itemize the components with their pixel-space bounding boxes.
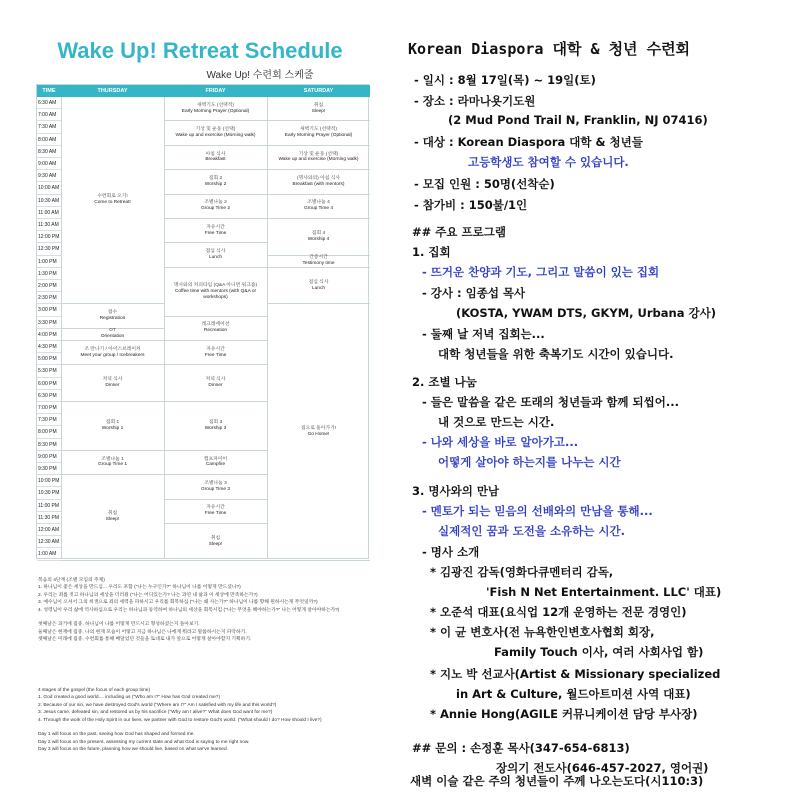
time-cell: 3:30 PM [37, 317, 61, 329]
info-line: 대학 청년들을 위한 축복기도 시간이 있습니다. [438, 347, 674, 361]
friday-event [164, 402, 267, 451]
info-line: 어떻게 살아야 하는지를 나누는 시간 [438, 455, 621, 469]
event-english: Sleep! [311, 108, 326, 114]
thursday-event [61, 475, 164, 560]
info-line: ## 문의 : 손정훈 목사(347-654-6813) [412, 741, 630, 755]
time-cell: 5:30 PM [37, 365, 61, 377]
event-korean: 자유시간 [206, 505, 225, 511]
time-cell: 12:00 PM [37, 231, 61, 243]
event-english: Worship 2 [204, 181, 227, 187]
time-cell: 2:30 PM [37, 292, 61, 304]
info-line: - 대상 : Korean Diaspora 대학 & 청년들 [414, 135, 643, 149]
note-line: 셋째날은 미래에 집중, 수련회를 통해 배달었던 것들을 토대로 내가 앞으로 어떻게 살아야할지 기획하기. [38, 636, 252, 642]
time-cell: 11:30 AM [37, 219, 61, 231]
event-english: Wake up and exercise (Morning walk) [175, 133, 256, 139]
schedule-table [36, 84, 369, 559]
time-cell: 10:30 AM [37, 195, 61, 207]
time-cell: 1:00 PM [37, 256, 61, 268]
friday-event [164, 268, 267, 317]
time-cell: 12:30 AM [37, 536, 61, 548]
info-line: * 오준석 대표(요식업 12개 운영하는 전문 경영인) [430, 605, 687, 619]
thursday-event [61, 329, 164, 341]
retreat-title: Korean Diaspora 대학 & 청년 수련회 [408, 40, 691, 58]
event-english: Orientation [100, 334, 125, 340]
time-cell: 9:30 PM [37, 463, 61, 475]
event-korean: 새벽기도 (선택적) [197, 102, 234, 108]
event-korean: 집회 3 [208, 419, 223, 425]
info-line: - 들은 말씀을 같은 또래의 청년들과 함께 되씹어... [422, 395, 679, 409]
info-line: (2 Mud Pond Trail N, Franklin, NJ 07416) [448, 113, 708, 127]
friday-event [164, 524, 267, 561]
info-panel [400, 0, 800, 808]
event-korean: 아침 식사 [205, 151, 226, 157]
info-line: (KOSTA, YWAM DTS, GKYM, Urbana 강사) [456, 306, 716, 320]
event-english: Worship 3 [204, 425, 227, 431]
event-english: Worship 1 [101, 425, 124, 431]
event-english: Come to Retreat! [94, 200, 131, 206]
time-cell: 11:00 PM [37, 500, 61, 512]
time-cell: 8:30 PM [37, 439, 61, 451]
friday-event [164, 317, 267, 341]
event-korean: 집으로 돌아가기! [300, 426, 337, 431]
friday-event [164, 146, 267, 170]
time-cell: 3:00 PM [37, 304, 61, 316]
thursday-event [61, 402, 164, 451]
event-english: Recreation [203, 328, 228, 334]
header-friday: FRIDAY [164, 85, 267, 97]
event-korean: 자유시간 [206, 346, 225, 352]
notes-english [38, 687, 373, 753]
saturday-event [267, 121, 370, 145]
time-cell: 11:00 AM [37, 207, 61, 219]
info-line: 3. 명사와의 만남 [412, 484, 500, 498]
note-line: 첫째날은 과거에 집중, 하나님이 나를 어떻게 만드시고 형성하셨는지 돌아보기. [38, 622, 200, 628]
event-korean: 집회 2 [208, 175, 223, 181]
saturday-event [267, 195, 370, 219]
info-line: * 지노 박 선교사(Artist & Missionary specialized [430, 667, 721, 681]
event-english: Group Time 2 [200, 206, 231, 212]
event-english: Coffee time with mentors (with Q&A or workshops) [174, 288, 257, 300]
time-cell: 5:00 PM [37, 353, 61, 365]
event-english: Group Time 3 [200, 486, 231, 492]
thursday-event [61, 451, 164, 475]
info-line: - 뜨거운 찬양과 기도, 그리고 말씀이 있는 집회 [422, 265, 660, 279]
time-cell: 7:00 AM [37, 109, 61, 121]
event-english: Early Morning Prayer (Optional) [181, 108, 250, 114]
event-korean: 조별나눔 3 [204, 480, 227, 486]
note-line: Day 2 will focus on the present, assessing my current state and what God is saying to me right now. [38, 739, 250, 745]
event-korean: 저녁 식사 [102, 377, 123, 383]
header-thursday: THURSDAY [61, 85, 164, 97]
friday-event [164, 121, 267, 145]
info-line: 실제적인 꿈과 도전을 소유하는 시간. [438, 524, 626, 538]
event-english: Free Time [204, 511, 227, 517]
time-cell: 8:00 AM [37, 134, 61, 146]
event-english: Free Time [204, 230, 227, 236]
info-line: 1. 집회 [412, 245, 451, 259]
friday-event [164, 97, 267, 121]
note-line: Day 3 will focus on the future, planning how we should live, based on what we've learned. [38, 746, 228, 752]
time-cell: 7:00 PM [37, 402, 61, 414]
friday-event [164, 243, 267, 267]
event-english: Sleep! [208, 541, 223, 547]
saturday-event [267, 256, 370, 268]
info-line: - 둘째 날 저녁 집회는... [422, 327, 545, 341]
info-line: - 강사 : 임종섭 목사 [422, 286, 526, 300]
info-line: ## 주요 프로그램 [412, 225, 506, 239]
info-line: in Art & Culture, 월드아트미션 사역 대표) [456, 687, 691, 701]
info-line: 'Fish N Net Entertainment. LLC' 대표) [486, 585, 722, 599]
note-line: 3. 예수님이 오셔서 그의 희생으로 죄의 세력을 파하시고 우리를 회복하심 ("나는 왜 사는가?" 하나님이 나를 향해 원하시는게 무엇일까?) [38, 600, 318, 606]
event-korean: 점심 식사 [205, 249, 226, 255]
event-korean: 기상 및 운동 (선택) [298, 151, 339, 157]
info-line: 내 것으로 만드는 시간. [438, 415, 555, 429]
event-korean: 레크레에이션 [201, 322, 230, 328]
time-cell: 6:00 PM [37, 378, 61, 390]
info-line: - 명사 소개 [422, 545, 480, 559]
event-english: Breakfast [205, 157, 226, 163]
time-cell: 6:30 AM [37, 97, 61, 109]
info-line: * 김광진 감독(영화다큐멘터리 감독, [430, 565, 614, 579]
note-line: 1. 하나님이 좋은 세상을 만드심... 우리도 포함 ("나는 누구인가?" 하나님이 나를 어떻게 만드셨나?) [38, 585, 241, 591]
note-line: 4 stages of the gospel (the focus of each group time) [38, 688, 150, 693]
notes-korean [38, 577, 373, 643]
footer-verse: 새벽 이슬 같은 주의 청년들이 주께 나오는도다(시110:3) [410, 774, 704, 788]
event-english: Wake up and exercise (Morning walk) [278, 157, 359, 163]
info-line: * 이 균 변호사(전 뉴욕한인변호사협회 회장, [430, 625, 655, 639]
saturday-event [267, 97, 370, 121]
event-korean: 저녁 식사 [205, 377, 226, 383]
event-korean: 새벽기도 (선택적) [300, 127, 337, 133]
note-line: 둘째날은 현재에 집중, 나의 현재 모습이 어떻고 지금 하나님은 나에게 뭐라고 말씀하시는지 파악하기. [38, 629, 247, 635]
info-line: - 장소 : 라마나욧기도원 [414, 94, 536, 108]
time-cell: 9:00 AM [37, 158, 61, 170]
note-line: 2. Because of our sin, we have destroyed God's world ("Where am I?" Am I satisfied with my life and this world?) [38, 702, 277, 708]
time-cell: 10:30 PM [37, 487, 61, 499]
event-korean: 캠프파이어 [203, 456, 228, 462]
thursday-event [61, 304, 164, 328]
event-korean: 조별나눔 2 [204, 200, 227, 206]
event-english: Lunch [208, 255, 223, 261]
time-cell: 7:30 PM [37, 414, 61, 426]
info-line: Family Touch 이사, 여러 사회사업 함) [494, 645, 704, 659]
friday-event [164, 475, 267, 499]
time-cell: 9:30 AM [37, 170, 61, 182]
info-line: 2. 조별 나눔 [412, 375, 477, 389]
event-english: Free Time [204, 352, 227, 358]
event-english: Go Home! [307, 431, 330, 437]
friday-event [164, 195, 267, 219]
event-english: Meet your group / Icebreakers [80, 352, 145, 358]
friday-event [164, 365, 267, 402]
info-line: - 일시 : 8월 17일(목) ~ 19일(토) [414, 73, 596, 87]
event-english: Testimony time [302, 261, 335, 267]
event-korean: 집회 1 [105, 419, 120, 425]
saturday-event [267, 170, 370, 194]
note-line: 3. Jesus came, defeated sin, and restored us by his sacrifice ("Why am I alive?" What does God want for me?) [38, 710, 273, 716]
note-line: 1. God created a good world.... including us ("Who am I?" How has God created me?) [38, 695, 221, 701]
event-english: Lunch [311, 285, 326, 291]
time-cell: 10:00 AM [37, 182, 61, 194]
event-korean: 취침 [107, 511, 118, 517]
time-cell: 10:00 PM [37, 475, 61, 487]
thursday-event [61, 365, 164, 402]
friday-event [164, 219, 267, 243]
note-line: 4. 성령님이 우리 삶에 역사하심으로 우리는 하나님과 동역하여 하나님의 세상을 회복시킴 ("나는 무엇을 해야하는가?" 나는 어떻게 살아야하는가?) [38, 607, 340, 613]
info-line: - 참가비 : 150불/1인 [414, 198, 528, 212]
event-english: Worship 4 [307, 236, 330, 242]
time-cell: 8:00 PM [37, 426, 61, 438]
thursday-event [61, 97, 164, 304]
event-english: Registration [99, 316, 126, 322]
info-line: - 멘토가 되는 믿음의 선배와의 만남을 통해... [422, 504, 653, 518]
schedule-subtitle: Wake Up! 수련회 스케줄 [206, 70, 314, 81]
time-cell: 4:00 PM [37, 329, 61, 341]
time-cell: 6:30 PM [37, 390, 61, 402]
event-english: Group Time 4 [303, 206, 334, 212]
event-korean: 명사와의 커피타임 (Q&A 아니면 워크숍) [173, 282, 258, 288]
event-korean: 자유시간 [206, 224, 225, 230]
event-korean: 간증시간 [309, 255, 328, 261]
event-korean: (명사와의) 아침 식사 [297, 175, 340, 181]
event-korean: 집회 4 [311, 230, 326, 236]
event-english: Sleep! [105, 517, 120, 523]
info-line: - 모집 인원 : 50명(선착순) [414, 177, 555, 191]
info-line: 장의기 전도사(646-457-2027, 영어권) [496, 761, 709, 775]
header-saturday: SATURDAY [267, 85, 370, 97]
saturday-event [267, 146, 370, 170]
note-line: 복음의 4단계 (조별 모임의 주제) [38, 578, 105, 583]
time-cell: 4:30 PM [37, 341, 61, 353]
time-cell: 8:30 AM [37, 146, 61, 158]
time-cell: 2:00 PM [37, 280, 61, 292]
time-cell: 12:30 PM [37, 243, 61, 255]
time-cell: 9:00 PM [37, 451, 61, 463]
time-cell: 1:30 PM [37, 268, 61, 280]
event-korean: 기상 및 운동 (선택) [195, 127, 236, 133]
note-line: Day 1 will focus on the past, seeing how God has shaped and formed me. [38, 732, 195, 738]
info-line: 고등학생도 참여할 수 있습니다. [468, 155, 629, 169]
event-korean: 조 만나기 / 아이스브레이커 [84, 346, 141, 352]
info-line: * Annie Hong(AGILE 커뮤니케이션 담당 부사장) [430, 707, 698, 721]
schedule-title: Wake Up! Retreat Schedule [57, 38, 343, 63]
note-line: 2. 우리는 죄를 짓고 하나님의 세상을 더러웠 ("나는 어디있는가? 나는 과연 내 삶과 이 세상에 만족하는가?) [38, 592, 258, 598]
event-english: Dinner [208, 383, 223, 389]
event-english: Breakfast (with mentors) [292, 181, 345, 187]
thursday-event [61, 341, 164, 365]
time-cell: 11:30 PM [37, 512, 61, 524]
time-cell: 1:00 AM [37, 548, 61, 560]
time-cell: 7:30 AM [37, 121, 61, 133]
saturday-event [267, 268, 370, 305]
event-english: Group Time 1 [97, 462, 128, 468]
event-english: Campfire [205, 462, 226, 468]
event-korean: 점심 식사 [308, 279, 329, 285]
saturday-event [267, 304, 370, 560]
friday-event [164, 451, 267, 475]
info-line: - 나와 세상을 바로 알아가고... [422, 435, 579, 449]
friday-event [164, 341, 267, 365]
time-cell: 12:00 AM [37, 524, 61, 536]
header-time: TIME [37, 85, 61, 97]
event-korean: 취침 [210, 535, 221, 541]
friday-event [164, 500, 267, 524]
friday-event [164, 170, 267, 194]
event-korean: 조별나눔 4 [307, 200, 330, 206]
event-korean: 조별나눔 1 [101, 456, 124, 462]
event-korean: 수련회로 오기! [97, 194, 128, 200]
event-korean: 접수 [107, 310, 118, 316]
event-korean: 취침 [313, 102, 324, 108]
note-line: 4. Through the work of the Holy Spirit in our lives, we partner with God to restore God's world. ("What should I do? How should I live?) [38, 717, 322, 723]
event-korean: OT [109, 328, 116, 334]
saturday-event [267, 219, 370, 256]
event-english: Early Morning Prayer (Optional) [284, 133, 353, 139]
event-english: Dinner [105, 383, 120, 389]
